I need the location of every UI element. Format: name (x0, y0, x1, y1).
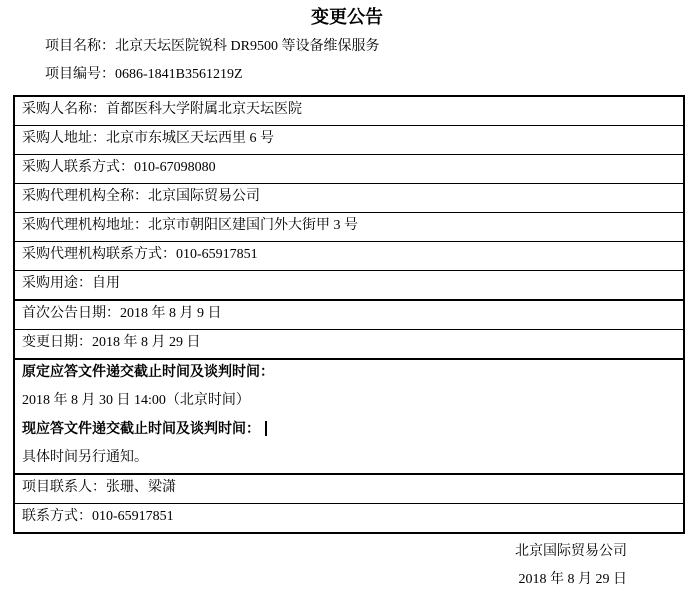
cell-value: 010-65917851 (92, 509, 174, 524)
cell-deadline-change[interactable] (14, 359, 684, 474)
cell-agency-contact (14, 242, 684, 271)
original-deadline-value: 2018 年 8 月 30 日 14:00（北京时间） (22, 393, 250, 408)
cell-change-date (14, 330, 684, 360)
cell-value: 自用 (92, 276, 120, 291)
project-code-value: 0686-1841B3561219Z (115, 67, 243, 82)
text-cursor (265, 421, 267, 436)
table-row (14, 474, 684, 504)
project-name-value: 北京天坛医院锐科 DR9500 等设备维保服务 (115, 39, 380, 54)
cell-buyer-name (14, 96, 684, 126)
cell-value: 北京国际贸易公司 (148, 189, 260, 204)
new-deadline-value: 具体时间另行通知。 (22, 450, 148, 465)
cell-value: 010-65917851 (176, 247, 258, 262)
table-row (14, 242, 684, 271)
cell-label: 采购代理机构地址： (22, 218, 148, 233)
cell-value: 北京市东城区天坛西里 6 号 (106, 131, 274, 146)
cell-label: 采购代理机构联系方式： (22, 247, 176, 262)
footer-date: 2018 年 8 月 29 日 (518, 572, 627, 587)
cell-label: 变更日期： (22, 335, 92, 350)
cell-label: 首次公告日期： (22, 306, 120, 321)
cell-project-contact-person (14, 474, 684, 504)
project-code-label: 项目编号： (45, 67, 115, 82)
cell-label: 项目联系人： (22, 480, 106, 495)
table-row (14, 359, 684, 474)
new-deadline-heading-line (22, 421, 675, 438)
table-row (14, 213, 684, 242)
table-row (14, 126, 684, 155)
cell-buyer-address (14, 126, 684, 155)
cell-value: 2018 年 8 月 29 日 (92, 335, 201, 350)
table-row (14, 271, 684, 301)
new-deadline-heading: 现应答文件递交截止时间及谈判时间： (22, 422, 260, 437)
footer-company: 北京国际贸易公司 (515, 544, 627, 559)
signature-block (0, 544, 694, 588)
cell-buyer-contact (14, 155, 684, 184)
cell-value: 首都医科大学附属北京天坛医院 (106, 102, 302, 117)
cell-value: 2018 年 8 月 9 日 (120, 306, 222, 321)
cell-agency-name (14, 184, 684, 213)
cell-label: 采购人联系方式： (22, 160, 134, 175)
cell-contact-method (14, 504, 684, 534)
table-row (14, 300, 684, 330)
cell-label: 采购人地址： (22, 131, 106, 146)
project-code-line (45, 67, 694, 83)
project-name-line (45, 39, 694, 55)
cell-agency-address (14, 213, 684, 242)
cell-label: 采购人名称： (22, 102, 106, 117)
project-name-label: 项目名称： (45, 39, 115, 54)
cell-value: 北京市朝阳区建国门外大街甲 3 号 (148, 218, 358, 233)
cell-label: 联系方式： (22, 509, 92, 524)
cell-first-announce-date (14, 300, 684, 330)
table-row (14, 155, 684, 184)
cell-value: 张珊、梁潇 (106, 480, 176, 495)
table-row (14, 330, 684, 360)
table-row (14, 184, 684, 213)
cell-value: 010-67098080 (134, 160, 216, 175)
announcement-table (13, 95, 685, 534)
cell-label: 采购代理机构全称： (22, 189, 148, 204)
cell-procurement-use (14, 271, 684, 301)
table-row (14, 96, 684, 126)
cell-label: 采购用途： (22, 276, 92, 291)
table-row (14, 504, 684, 534)
page-title: 变更公告 (311, 7, 383, 27)
original-deadline-heading: 原定应答文件递交截止时间及谈判时间： (22, 365, 274, 380)
